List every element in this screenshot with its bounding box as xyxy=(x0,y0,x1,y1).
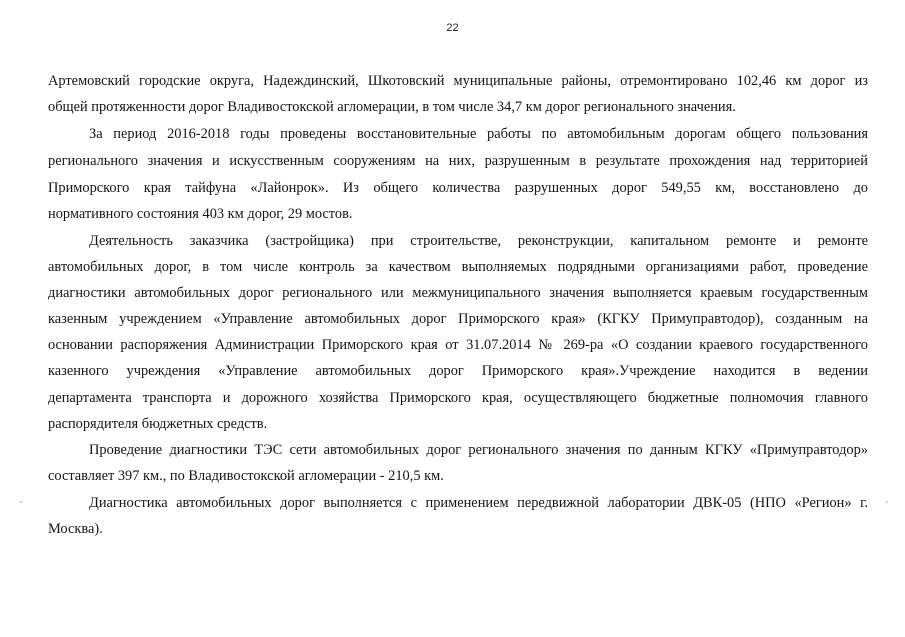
text-line: Приморского края тайфуна «Лайонрок». Из общего количества разрушенных дорог 549,55 км, восстановлено до xyxy=(48,180,868,196)
text-line: нормативного состояния 403 км дорог, 29 мостов. xyxy=(48,206,353,222)
text-line: распорядителя бюджетных средств. xyxy=(48,416,268,432)
text-line: Проведение диагностики ТЭС сети автомобильных дорог регионального значения по данным КГКУ «Примуправтодор» xyxy=(89,442,868,458)
scan-mark xyxy=(20,501,22,503)
text-line: Диагностика автомобильных дорог выполняется с применением передвижной лаборатории ДВК-05 (НПО «Регион» г. xyxy=(89,495,868,511)
text-line: общей протяженности дорог Владивостокской агломерации, в том числе 34,7 км дорог регионального значения. xyxy=(48,99,736,115)
text-line: диагностики автомобильных дорог регионального или межмуниципального значения выполняется краевым государственным xyxy=(48,285,868,301)
text-line: составляет 397 км., по Владивостокской агломерации - 210,5 км. xyxy=(48,468,444,484)
scan-mark xyxy=(886,501,888,503)
text-line: Артемовский городские округа, Надеждинский, Шкотовский муниципальные районы, отремонтировано 102,46 км дорог из xyxy=(48,73,868,89)
text-line: За период 2016-2018 годы проведены восстановительные работы по автомобильным дорогам общего пользования xyxy=(89,126,868,142)
text-line: департамента транспорта и дорожного хозяйства Приморского края, осуществляющего бюджетные полномочия главного xyxy=(48,390,868,406)
text-line: Москва). xyxy=(48,521,103,537)
text-line: казенного учреждения «Управление автомобильных дорог Приморского края».Учреждение находится в ведении xyxy=(48,363,868,379)
text-line: автомобильных дорог, в том числе контроль за качеством выполняемых подрядными организациями работ, проведение xyxy=(48,259,868,275)
text-line: основании распоряжения Администрации Приморского края от 31.07.2014 № 269-ра «О создании краевого государственного xyxy=(48,337,868,353)
text-line: Деятельность заказчика (застройщика) при строительстве, реконструкции, капитальном ремонте и ремонте xyxy=(89,233,868,249)
text-line: казенным учреждением «Управление автомобильных дорог Приморского края» (КГКУ Примуправтодор), созданным на xyxy=(48,311,868,327)
page-number: 22 xyxy=(446,22,459,34)
text-line: регионального значения и искусственным сооружениям на них, разрушенным в результате прохождения над территорией xyxy=(48,153,868,169)
